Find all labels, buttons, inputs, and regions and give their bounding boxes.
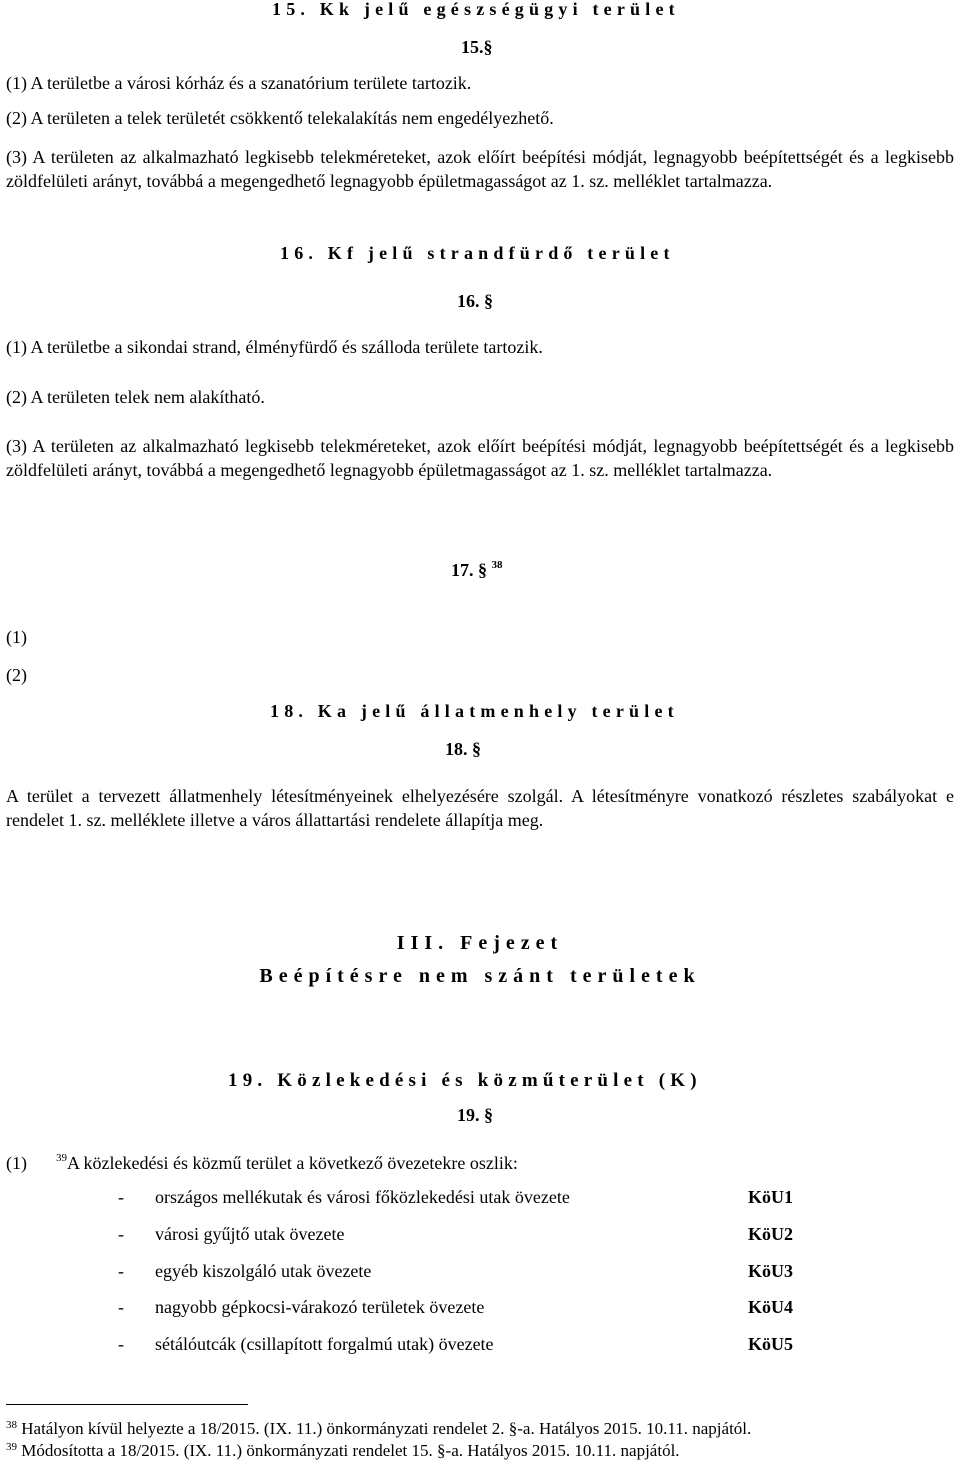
zone-label: városi gyűjtő utak övezete xyxy=(155,1224,345,1244)
section-16-para-1: (1) A területbe a sikondai strand, élményfürdő és szálloda területe tartozik. xyxy=(6,337,543,357)
zone-code: KöU5 xyxy=(748,1334,793,1354)
zone-dash: - xyxy=(118,1187,124,1207)
section-18-heading: 18. Ka jelű állatmenhely terület xyxy=(270,701,679,721)
section-16-para-2: (2) A területen telek nem alakítható. xyxy=(6,387,265,407)
section-15-para-2: (2) A területen a telek területét csökkentő telekalakítás nem engedélyezhető. xyxy=(6,108,554,128)
zone-code: KöU1 xyxy=(748,1187,793,1207)
section-16-para-3: (3) A területen az alkalmazható legkisebb telekméreteket, azok előírt beépítési módját, legnagyobb beépítettségét és a legkisebb zöldfelületi arányt, továbbá a megengedhető legnagyobb épületmagasságot az 1. sz. melléklet tartalmazza. xyxy=(6,436,954,480)
footnote-ref-38[interactable]: 38 xyxy=(491,559,503,571)
zone-label: nagyobb gépkocsi-várakozó területek övezete xyxy=(155,1297,485,1317)
paragraph-16-number: 16. § xyxy=(457,291,493,311)
paragraph-18-number: 18. § xyxy=(445,739,481,759)
zone-label: sétálóutcák (csillapított forgalmú utak) övezete xyxy=(155,1334,494,1354)
section-17-para-1: (1) xyxy=(6,627,27,647)
footnote-38: $^{38}$ Hatályon kívül helyezte a 18/2015. (IX. 11.) önkormányzati rendelet 2. §-a. Hatályos 2015. 10.11. napjától. xyxy=(6,1419,752,1438)
chapter-title: III. Fejezet xyxy=(396,932,564,954)
zone-dash: - xyxy=(118,1261,124,1281)
section-15-para-3: (3) A területen az alkalmazható legkisebb telekméreteket, azok előírt beépítési módját, legnagyobb beépítettségét és a legkisebb zöldfelületi arányt, továbbá a megengedhető legnagyobb épületmagasságot az 1. sz. melléklet tartalmazza. xyxy=(6,147,954,191)
section-19-para-1-number: (1) xyxy=(6,1153,27,1173)
zone-code: KöU2 xyxy=(748,1224,793,1244)
zone-code: KöU4 xyxy=(748,1297,793,1317)
zone-dash: - xyxy=(118,1297,124,1317)
zone-code: KöU3 xyxy=(748,1261,793,1281)
section-19-para-1: $^{39}$A közlekedési és közmű terület a következő övezetekre oszlik: xyxy=(56,1152,518,1173)
section-16-heading: 16. Kf jelű strandfürdő terület xyxy=(280,243,675,263)
zone-label: országos mellékutak és városi főközlekedési utak övezete xyxy=(155,1187,570,1207)
section-18-text: A terület a tervezett állatmenhely létesítményeinek elhelyezésére szolgál. A létesítményre vonatkozó részletes szabályokat e rendelet 1. sz. melléklete illetve a város állattartási rendelete állapítja meg. xyxy=(6,786,954,830)
zone-dash: - xyxy=(118,1334,124,1354)
footnote-divider xyxy=(6,1404,248,1405)
chapter-subtitle: Beépítésre nem szánt területek xyxy=(259,965,701,987)
paragraph-15-number: 15.§ xyxy=(461,37,493,57)
section-15-para-1: (1) A területbe a városi kórház és a szanatórium területe tartozik. xyxy=(6,73,472,93)
section-15-heading: 15. Kk jelű egészségügyi terület xyxy=(272,0,680,19)
footnote-ref-39[interactable]: 39 xyxy=(56,1152,67,1164)
zone-label: egyéb kiszolgáló utak övezete xyxy=(155,1261,372,1281)
paragraph-19-number: 19. § xyxy=(457,1105,493,1125)
zone-dash: - xyxy=(118,1224,124,1244)
section-19-heading: 19. Közlekedési és közműterület (K) xyxy=(228,1070,702,1091)
footnote-39: $^{39}$ Módosította a 18/2015. (IX. 11.) önkormányzati rendelet 15. §-a. Hatályos 2015. 10.11. napjától. xyxy=(6,1441,680,1460)
paragraph-17-number: 17. § $^{38}$ xyxy=(451,559,503,580)
section-17-para-2: (2) xyxy=(6,665,27,685)
